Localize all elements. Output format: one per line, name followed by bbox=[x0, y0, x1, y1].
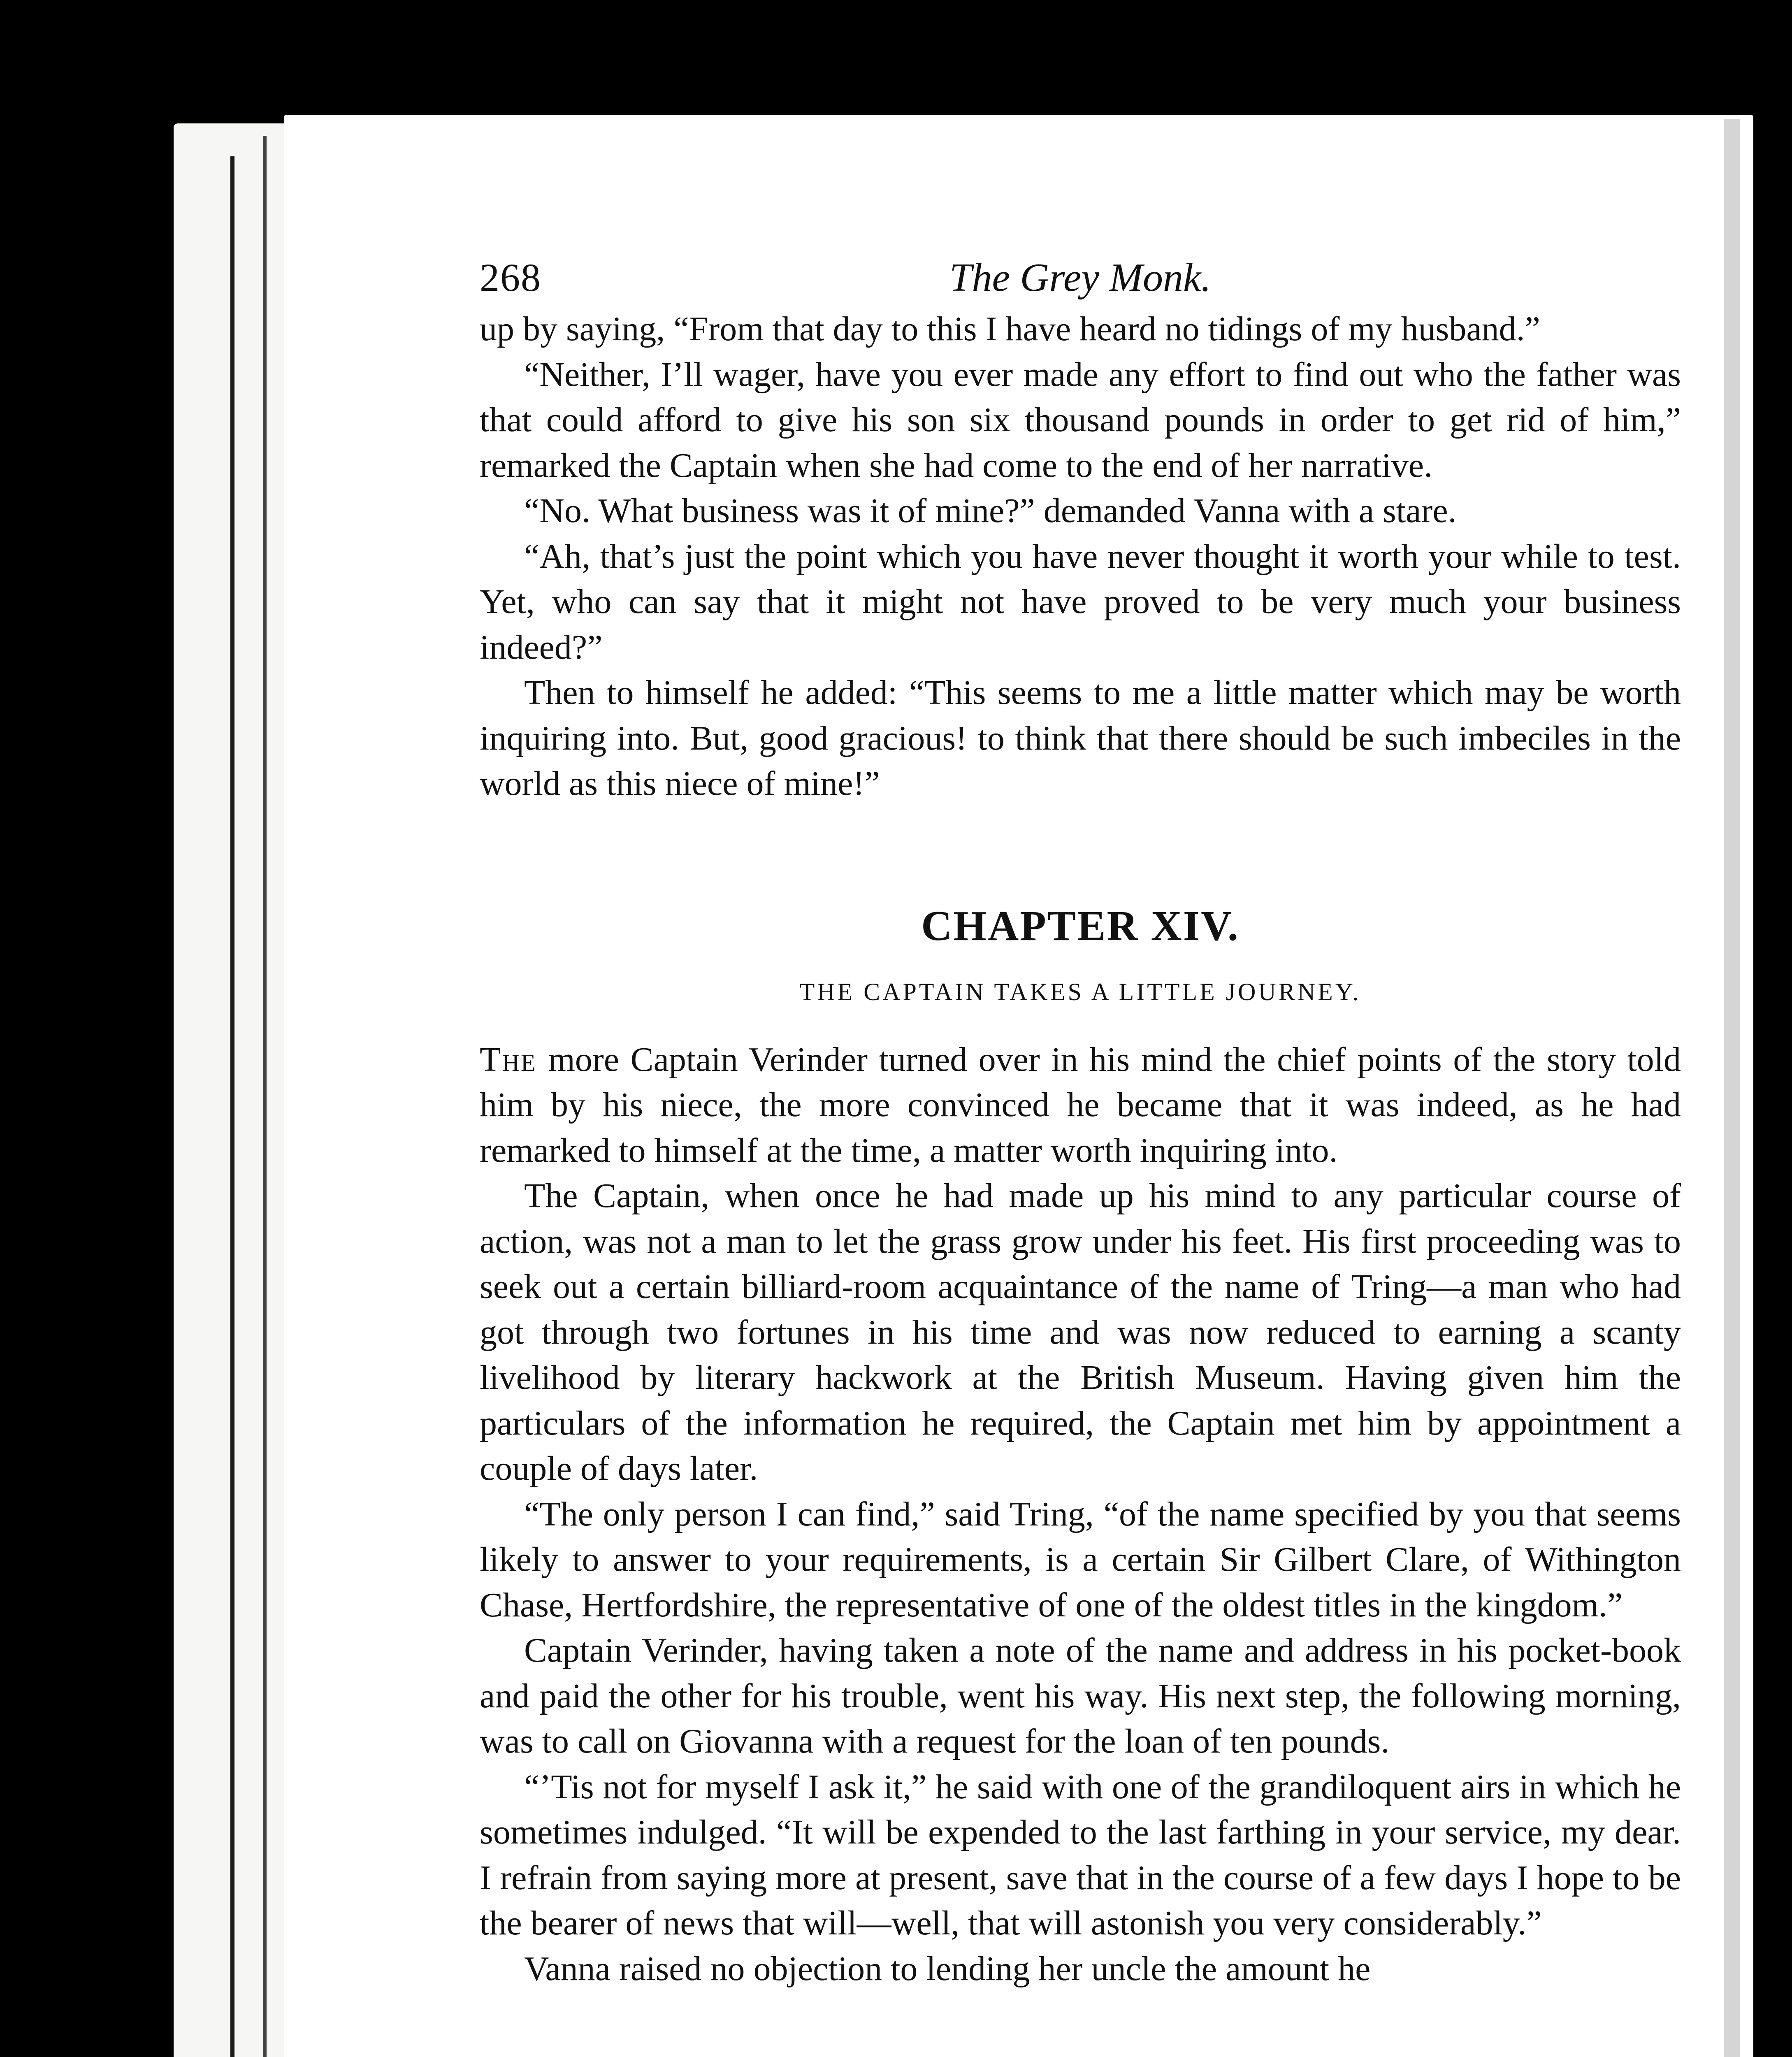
chapter-opening-text: more Captain Verinder turned over in his mind the chief points of the story told him by his niece, the more convinced he became that it was indeed, as he had remarked to himself at the time, a matter worth inquiring into. bbox=[480, 1040, 1681, 1170]
paragraph: up by saying, “From that day to this I have heard no tidings of my husband.” bbox=[480, 310, 1540, 348]
paragraph: “No. What business was it of mine?” demanded Vanna with a stare. bbox=[524, 492, 1457, 530]
page-stack-edge bbox=[263, 136, 267, 2057]
paragraph: The Captain, when once he had made up his mind to any particular course of action, was not a man to let the grass grow under his feet. His first proceeding was to seek out a certain billiard-room acquaintance of the name of Tring—a man who had got through two fortunes in his time and was now reduced to earning a scanty livelihood by literary hackwork at the British Museum. Having given him the particulars of the information he required, the Captain met him by appointment a couple of days later. bbox=[480, 1177, 1681, 1488]
paragraph: “Neither, I’ll wager, have you ever made any effort to find out who the father was that could afford to give his son six thousand pounds in order to get rid of him,” remarked the Captain when she had come to the end of her narrative. bbox=[480, 355, 1681, 485]
chapter-lead-word: The bbox=[480, 1040, 537, 1079]
running-title: The Grey Monk. bbox=[949, 255, 1211, 300]
paragraph: Captain Verinder, having taken a note of the name and address in his pocket-book and paid the other for his trouble, went his way. His next step, the following morning, was to call on Giovanna with a request for the loan of ten pounds. bbox=[480, 1631, 1681, 1760]
chapter-opening-paragraph bbox=[480, 1037, 1681, 1174]
chapter-spacer bbox=[480, 807, 1681, 897]
page-text bbox=[480, 247, 1681, 1992]
paragraph: “The only person I can find,” said Tring, “of the name specified by you that seems likely to answer to your requirements, is a certain Sir Gilbert Clare, of Withington Chase, Hertfordshire, the representative of one of the oldest titles in the kingdom.” bbox=[480, 1495, 1681, 1624]
chapter-subtitle: THE CAPTAIN TAKES A LITTLE JOURNEY. bbox=[799, 978, 1361, 1005]
chapter-title: CHAPTER XIV. bbox=[921, 902, 1240, 950]
paragraph: Vanna raised no objection to lending her uncle the amount he bbox=[524, 1949, 1371, 1988]
running-head bbox=[480, 247, 1681, 306]
paragraph: “’Tis not for myself I ask it,” he said with one of the grandiloquent airs in which he sometimes indulged. “It will be expended to the last farthing in your service, my dear. I refrain from saying more at present, save that in the course of a few days I hope to be the bearer of news that will—well, that will astonish you very considerably.” bbox=[480, 1767, 1681, 1942]
paragraph: “Ah, that’s just the point which you have never thought it worth your while to test. Yet, who can say that it might not have proved to be very much your business indeed?” bbox=[480, 537, 1681, 666]
page-stack-edge bbox=[230, 156, 234, 2057]
page-number: 268 bbox=[480, 255, 541, 299]
paragraph: Then to himself he added: “This seems to me a little matter which may be worth inquiring into. But, good gracious! to think that there should be such imbeciles in the world as this niece of mine!” bbox=[480, 673, 1681, 803]
page-gutter-shadow bbox=[1724, 119, 1740, 2057]
